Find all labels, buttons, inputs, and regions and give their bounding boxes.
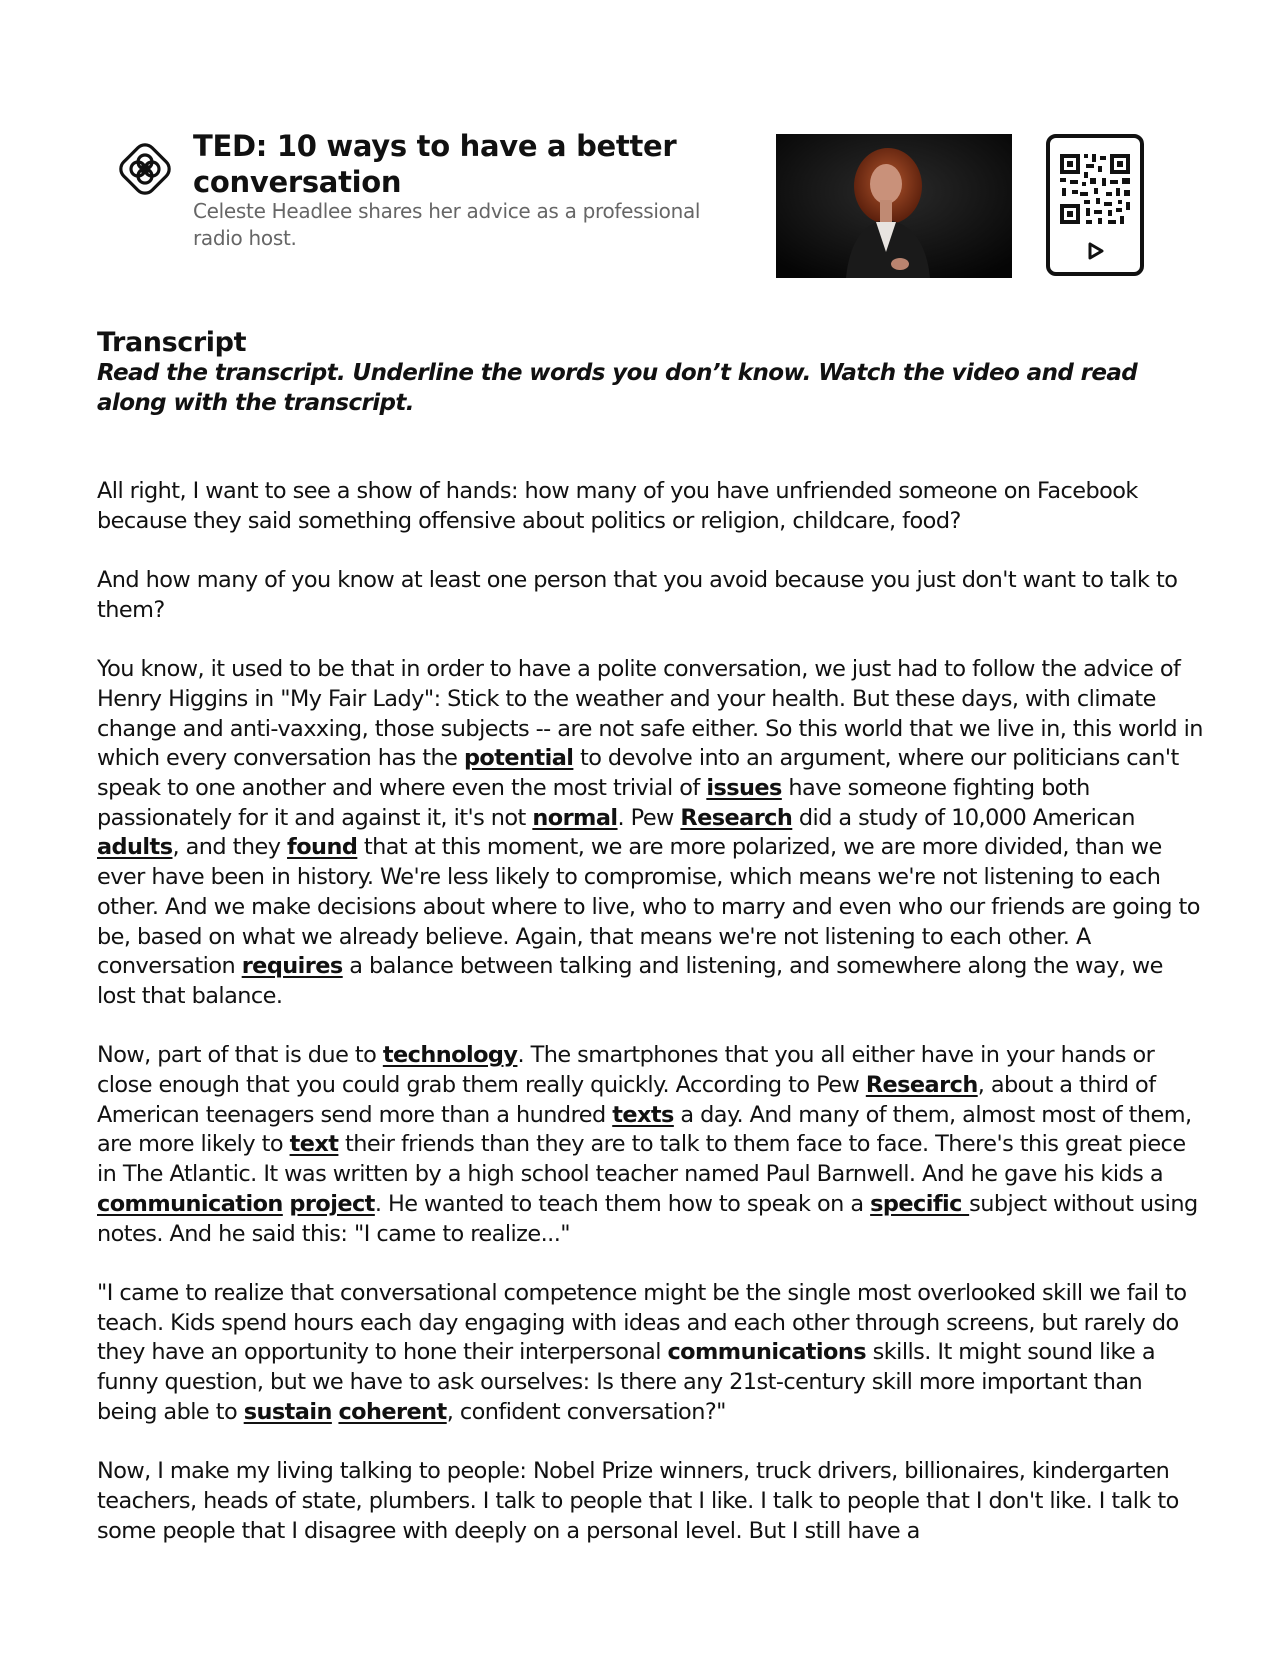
transcript-paragraph: [97, 655, 1207, 1011]
transcript-text: "I came to realize that conversational competence might be the single most overlooked skill we fail to teach. Kids spend hours each day engaging with ideas and each other through screens, but rarely do they have an opportunity to hone their interpersonal: [97, 1279, 1187, 1366]
transcript-paragraph: [97, 1457, 1207, 1546]
vocabulary-word: coherent: [338, 1398, 447, 1425]
transcript-text: skills. It might sound like a funny question, but we have to ask ourselves: Is there any 21st-century skill more important than being able to: [97, 1339, 1155, 1425]
vocabulary-word: potential: [463, 745, 574, 772]
transcript-body: [97, 477, 1207, 1576]
transcript-text: , confident conversation?": [446, 1398, 726, 1425]
transcript-text: , and they: [172, 834, 288, 861]
vocabulary-word: communication: [97, 1190, 283, 1217]
bold-word: communications: [667, 1339, 867, 1366]
vocabulary-word: requires: [241, 953, 343, 980]
transcript-paragraph: [97, 566, 1207, 625]
transcript-instructions: Read the transcript. Underline the words you don’t know. Watch the video and read along with the transcript.: [97, 360, 1138, 416]
vocabulary-word: sustain: [243, 1398, 332, 1425]
transcript-text: , about a third of American teenagers send more than a hundred: [97, 1072, 1156, 1128]
lesson-subtitle: Celeste Headlee shares her advice as a professional radio host.: [193, 199, 701, 250]
transcript-heading: Transcript: [97, 327, 247, 358]
vocabulary-word: specific: [870, 1190, 970, 1217]
vocabulary-word: Research: [680, 804, 793, 831]
speaker-video-thumbnail[interactable]: [776, 134, 1012, 278]
ted-flower-logo-icon: [110, 134, 180, 204]
transcript-text: a balance between talking and listening, and somewhere along the way, we lost that balance.: [97, 953, 1163, 1009]
transcript-text: a day. And many of them, almost most of them, are more likely to: [97, 1101, 1192, 1158]
transcript-text: And how many of you know at least one person that you avoid because you just don't want to talk to them?: [97, 567, 1178, 623]
vocabulary-word: Research: [865, 1072, 978, 1099]
vocabulary-word: issues: [706, 775, 782, 801]
lesson-title: TED: 10 ways to have a better conversation: [193, 129, 677, 199]
qr-code-card[interactable]: [1046, 134, 1144, 276]
transcript-paragraph: [97, 1279, 1207, 1428]
transcript-text: to devolve into an argument, where our politicians can't speak to one another and where even the most trivial of: [97, 745, 1179, 801]
transcript-text: did a study of 10,000 American: [792, 804, 1135, 831]
transcript-text: . He wanted to teach them how to speak on a: [374, 1190, 871, 1217]
play-icon: [1090, 244, 1102, 258]
transcript-text: You know, it used to be that in order to have a polite conversation, we just had to follow the advice of Henry Higgins in "My Fair Lady": Stick to the weather and your health. But these days, with climate change and anti-vaxxing, those subjects -- are not safe either. So this world that we live in, this world in which every conversation has the: [97, 656, 1203, 772]
vocabulary-word: project: [289, 1190, 375, 1217]
vocabulary-word: adults: [97, 834, 173, 861]
transcript-text: Now, part of that is due to: [97, 1042, 383, 1069]
transcript-text: that at this moment, we are more polarized, we are more divided, than we ever have been in history. We're less likely to compromise, which means we're not listening to each other. And we make decisions about where to live, who to marry and even who our friends are going to be, based on what we already believe. Again, that means we're not listening to each other. A conversation: [97, 834, 1200, 980]
vocabulary-word: normal: [532, 804, 618, 831]
transcript-paragraph: [97, 1041, 1207, 1249]
vocabulary-word: technology: [382, 1042, 518, 1069]
transcript-text: . Pew: [617, 804, 681, 831]
transcript-text: . The smartphones that you all either have in your hands or close enough that you could grab them really quickly. According to Pew: [97, 1042, 1155, 1099]
vocabulary-word: found: [287, 834, 358, 861]
transcript-text: subject without using notes. And he said this: "I came to realize...": [97, 1190, 1198, 1247]
transcript-text: have someone fighting both passionately for it and against it, it's not: [97, 775, 1090, 831]
transcript-text: Now, I make my living talking to people: Nobel Prize winners, truck drivers, billionaires, kindergarten teachers, heads of state, plumbers. I talk to people that I like. I talk to people that I don't like. I talk to some people that I disagree with deeply on a personal level. But I still have a: [97, 1458, 1179, 1544]
vocabulary-word: text: [289, 1131, 339, 1158]
vocabulary-word: texts: [612, 1101, 674, 1128]
transcript-paragraph: [97, 477, 1207, 536]
transcript-text: their friends than they are to talk to them face to face. There's this great piece in The Atlantic. It was written by a high school teacher named Paul Barnwell. And he gave his kids a: [97, 1131, 1186, 1188]
transcript-text: All right, I want to see a show of hands: how many of you have unfriended someone on Facebook because they said something offensive about politics or religion, childcare, food?: [97, 478, 1138, 534]
